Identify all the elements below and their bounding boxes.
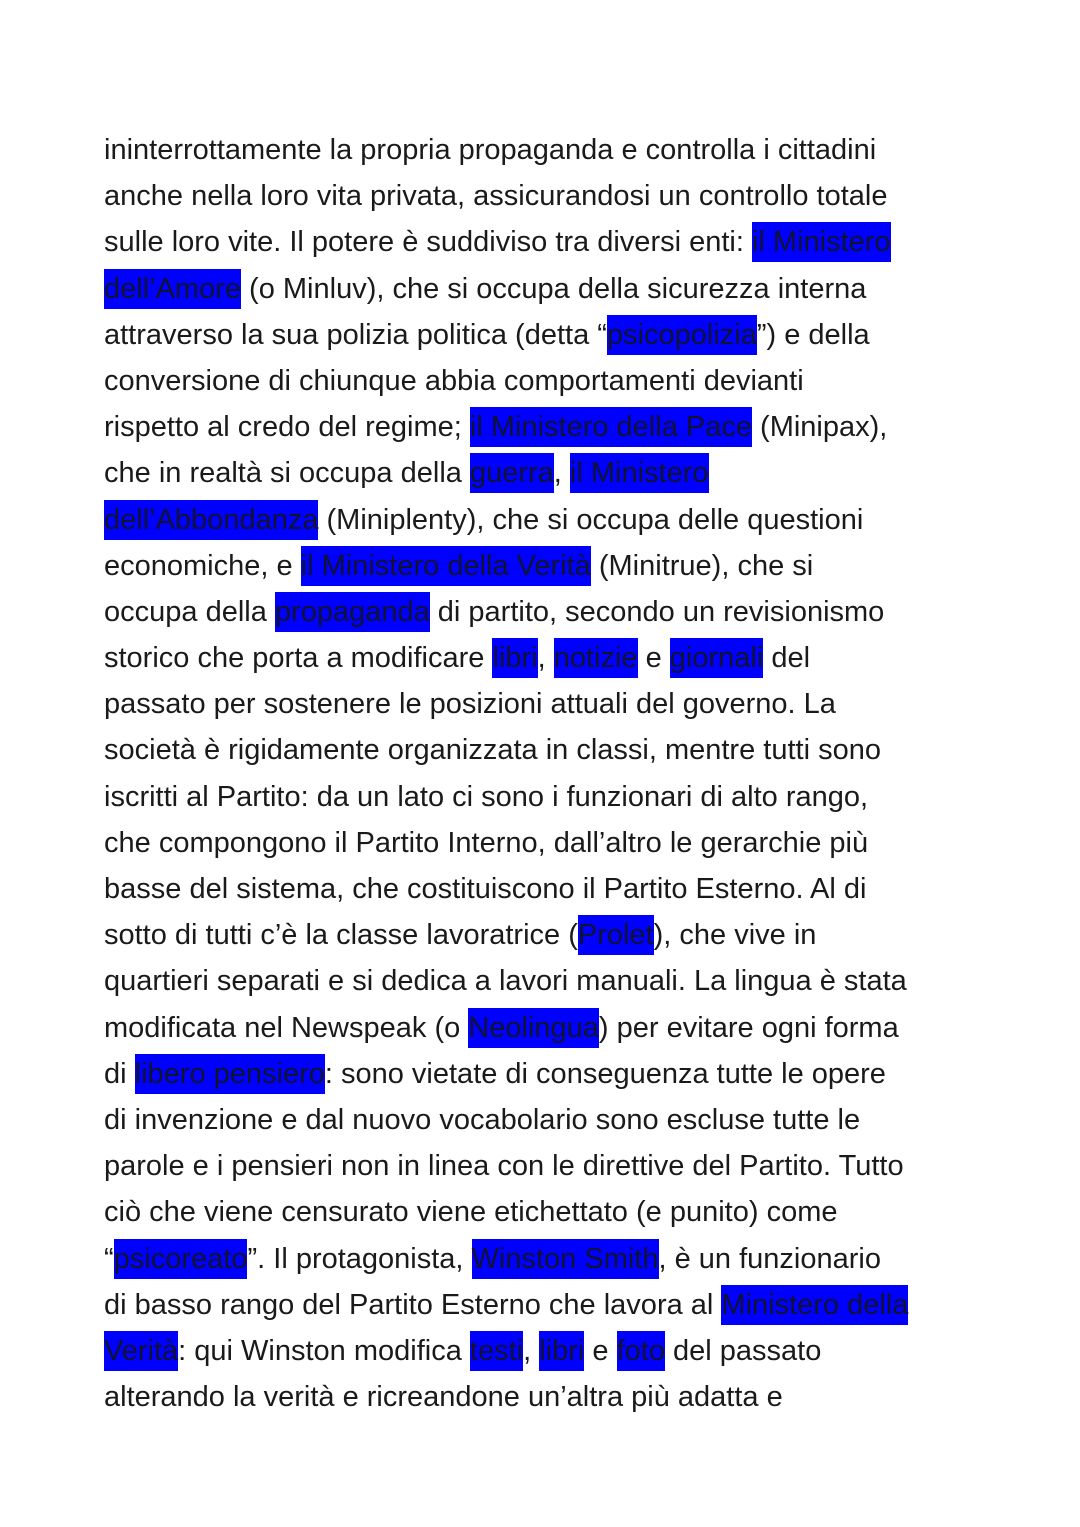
text-segment: (o Minluv), che si occupa della sicurezza interna (241, 272, 867, 305)
highlighted-term: Prolet (578, 915, 654, 955)
text-segment: parole e i pensieri non in linea con le direttive del Partito. Tutto (104, 1150, 904, 1183)
text-segment: storico che porta a modificare (104, 642, 493, 675)
text-segment: (Minitrue), che si (590, 549, 814, 582)
highlighted-term: propaganda (275, 592, 430, 632)
text-line (104, 127, 984, 173)
highlighted-term: Ministero della (721, 1285, 908, 1325)
text-segment: modificata nel Newspeak (o (104, 1011, 469, 1044)
text-segment: rispetto al credo del regime; (104, 411, 470, 444)
text-segment: del (763, 642, 811, 675)
text-segment: di basso rango del Partito Esterno che lavora al (104, 1288, 722, 1321)
highlighted-term: il Ministero della Pace (470, 407, 752, 447)
text-segment: “ (104, 1242, 114, 1275)
text-line (104, 1328, 984, 1374)
text-line (104, 404, 984, 450)
text-line (104, 1097, 984, 1143)
text-segment: , (553, 457, 570, 490)
text-line (104, 266, 984, 312)
text-segment: anche nella loro vita privata, assicurandosi un controllo totale (104, 180, 888, 213)
highlighted-term: dell’Amore (104, 269, 241, 309)
highlighted-term: libri (539, 1331, 584, 1371)
highlighted-term: dell’Abbondanza (104, 500, 318, 540)
text-segment: conversione di chiunque abbia comportamenti devianti (104, 364, 804, 397)
text-line (104, 1374, 984, 1420)
text-segment: ) per evitare ogni forma (598, 1011, 899, 1044)
text-line (104, 589, 984, 635)
text-segment: economiche, e (104, 549, 301, 582)
text-line (104, 774, 984, 820)
text-segment: di invenzione e dal nuovo vocabolario sono escluse tutte le (104, 1103, 861, 1136)
text-segment: che in realtà si occupa della (104, 457, 470, 490)
text-segment: (Minipax), (751, 411, 888, 444)
text-line (104, 1282, 984, 1328)
text-line (104, 1051, 984, 1097)
text-segment: e (637, 642, 670, 675)
text-line (104, 1143, 984, 1189)
text-segment: basse del sistema, che costituiscono il Partito Esterno. Al di (104, 873, 867, 905)
text-segment: e (584, 1334, 617, 1367)
text-segment: passato per sostenere le posizioni attuali del governo. La (104, 688, 836, 721)
highlighted-term: Winston Smith (472, 1239, 659, 1279)
text-segment: : sono vietate di conseguenza tutte le opere (324, 1057, 886, 1090)
text-segment: ininterrottamente la propria propaganda e controlla i cittadini (104, 134, 877, 166)
text-line (104, 866, 984, 912)
text-segment: di partito, secondo un revisionismo (429, 595, 885, 628)
highlighted-term: psicoreato (114, 1239, 248, 1279)
text-segment: società è rigidamente organizzata in classi, mentre tutti sono (104, 734, 881, 767)
text-line (104, 681, 984, 727)
text-line (104, 497, 984, 543)
highlighted-term: Neolingua (468, 1008, 599, 1048)
text-segment: sotto di tutti c’è la classe lavoratrice ( (104, 919, 578, 952)
highlighted-term: giornali (670, 638, 764, 678)
text-line (104, 219, 984, 265)
text-segment: occupa della (104, 595, 275, 628)
text-segment: attraverso la sua polizia politica (detta “ (104, 318, 607, 351)
text-segment: iscritti al Partito: da un lato ci sono i funzionari di alto rango, (104, 780, 869, 813)
text-line (104, 635, 984, 681)
text-line (104, 1236, 984, 1282)
highlighted-term: guerra (470, 453, 554, 493)
text-segment: ), che vive in (653, 919, 817, 952)
text-segment: di (104, 1057, 135, 1090)
text-segment: quartieri separati e si dedica a lavori manuali. La lingua è stata (104, 965, 907, 998)
text-line (104, 1005, 984, 1051)
text-segment: ciò che viene censurato viene etichettato (e punito) come (104, 1196, 838, 1229)
text-line (104, 820, 984, 866)
text-line (104, 312, 984, 358)
text-line (104, 958, 984, 1004)
text-line (104, 173, 984, 219)
highlighted-term: il Ministero (570, 453, 709, 493)
text-line (104, 727, 984, 773)
text-line (104, 358, 984, 404)
text-line (104, 1189, 984, 1235)
text-segment: , (523, 1334, 540, 1367)
text-segment: alterando la verità e ricreandone un’altra più adatta e (104, 1381, 783, 1414)
highlighted-term: libri (492, 638, 537, 678)
text-line (104, 450, 984, 496)
text-segment: sulle loro vite. Il potere è suddiviso tra diversi enti: (104, 226, 752, 259)
highlighted-term: il Ministero della Verità (301, 546, 591, 586)
highlighted-term: il Ministero (752, 222, 891, 262)
highlighted-term: notizie (554, 638, 638, 678)
text-segment: del passato (664, 1334, 822, 1367)
highlighted-term: foto (617, 1331, 665, 1371)
text-segment: , è un funzionario (658, 1242, 881, 1275)
highlighted-term: libero pensiero (135, 1054, 325, 1094)
text-segment: (Miniplenty), che si occupa delle questioni (318, 503, 864, 536)
highlighted-term: Verità (104, 1331, 178, 1371)
text-segment: : qui Winston modifica (178, 1334, 470, 1367)
text-segment: che compongono il Partito Interno, dall’altro le gerarchie più (104, 826, 869, 859)
body-text (104, 127, 984, 1420)
text-segment: , (537, 642, 554, 675)
text-line (104, 912, 984, 958)
text-segment: ”) e della (756, 318, 870, 351)
text-line (104, 543, 984, 589)
text-segment: ”. Il protagonista, (247, 1242, 472, 1275)
highlighted-term: testi (470, 1331, 523, 1371)
highlighted-term: psicopolizia (607, 315, 757, 355)
